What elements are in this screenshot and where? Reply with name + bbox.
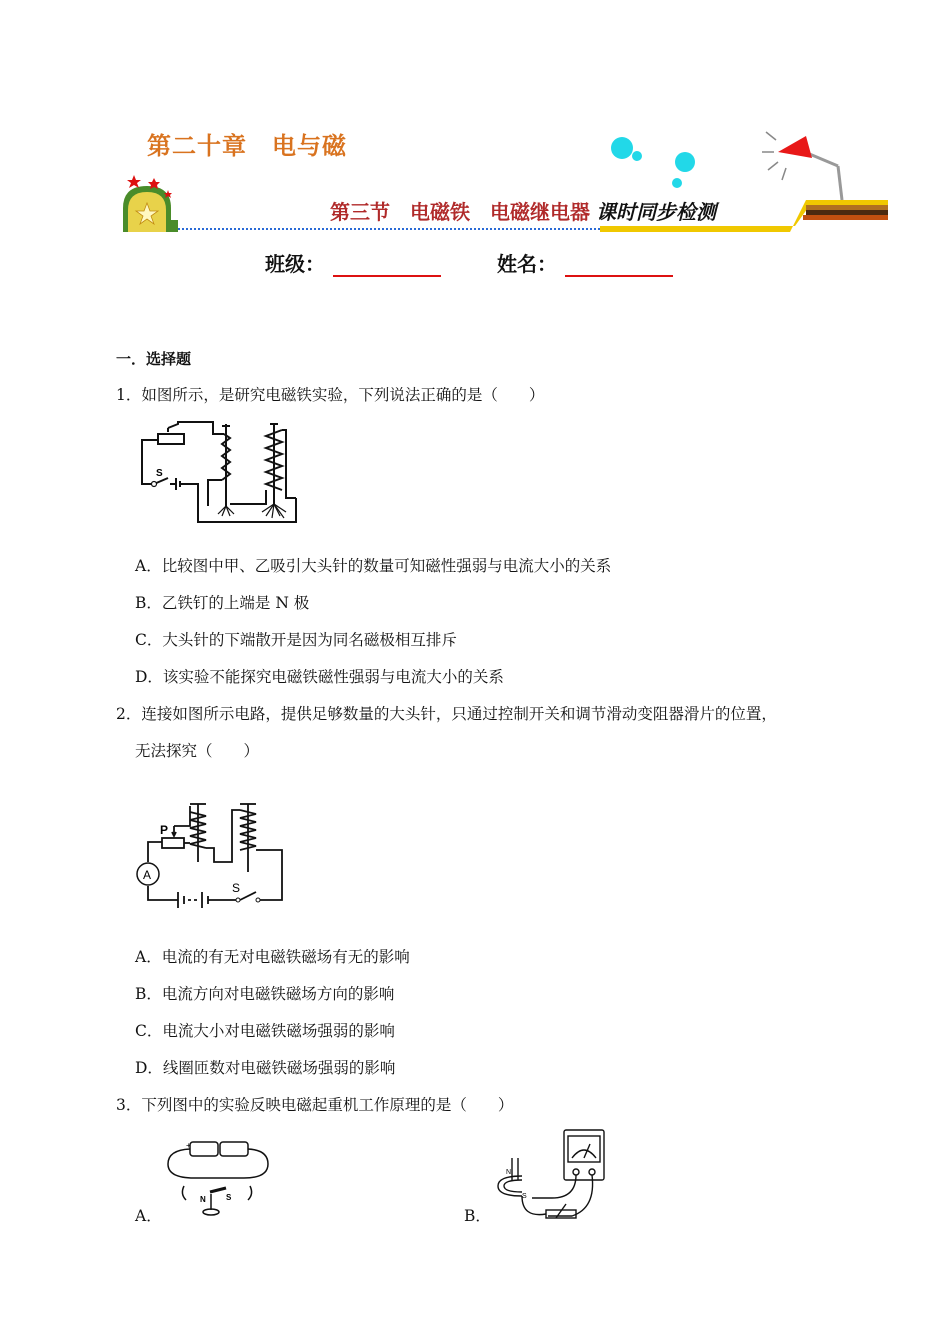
needle-south-label: S [226, 1193, 232, 1202]
class-label: 班级： [265, 252, 325, 276]
question-1-option-b[interactable]: B．乙铁钉的上端是 N 极 [135, 594, 310, 612]
question-2-option-b[interactable]: B．电流方向对电磁铁磁场方向的影响 [135, 985, 395, 1003]
magnet-north-label: N [506, 1169, 512, 1176]
switch-label: S [232, 881, 241, 895]
name-field [497, 248, 673, 277]
question-2-option-a[interactable]: A．电流的有无对电磁铁磁场有无的影响 [135, 948, 410, 966]
question-1-stem: 1．如图所示，是研究电磁铁实验，下列说法正确的是（ ） [116, 386, 545, 404]
needle-north-label: N [200, 1195, 206, 1204]
section-title [330, 196, 716, 225]
name-blank[interactable] [565, 251, 673, 277]
question-2-stem-line1: 2．连接如图所示电路，提供足够数量的大头针，只通过控制开关和调节滑动变阻器滑片的位置， [116, 705, 777, 723]
ammeter-label: A [143, 868, 152, 882]
name-label: 姓名： [497, 252, 557, 276]
section-tag: 课时同步检测 [596, 200, 716, 224]
question-2-figure [132, 800, 292, 920]
class-blank[interactable] [333, 251, 441, 277]
question-3-figure-b [492, 1128, 612, 1224]
bubbles-icon [611, 137, 695, 188]
question-1-option-a[interactable]: A．比较图中甲、乙吸引大头针的数量可知磁性强弱与电流大小的关系 [135, 557, 612, 575]
question-1-figure [138, 420, 308, 530]
slider-label: P [160, 823, 169, 837]
desk-lamp-icon [762, 132, 842, 200]
switch-label: S [156, 468, 163, 479]
question-3-option-b[interactable]: B． [464, 1207, 491, 1225]
class-field [265, 248, 441, 277]
chapter-title: 第二十章 电与磁 [147, 132, 347, 160]
question-1-option-d[interactable]: D．该实验不能探究电磁铁磁性强弱与电流大小的关系 [135, 668, 504, 686]
svg-text:+: + [186, 1141, 191, 1150]
section-name: 第三节 电磁铁 电磁继电器 [330, 200, 590, 224]
question-2-stem-line2: 无法探究（ ） [135, 742, 260, 760]
question-3-figure-a [164, 1138, 274, 1218]
question-2-option-d[interactable]: D．线圈匝数对电磁铁磁场强弱的影响 [135, 1059, 396, 1077]
section-heading: 一．选择题 [116, 350, 192, 368]
question-3-stem: 3．下列图中的实验反映电磁起重机工作原理的是（ ） [116, 1096, 514, 1114]
question-3-option-a[interactable]: A． [135, 1207, 162, 1225]
question-2-option-c[interactable]: C．电流大小对电磁铁磁场强弱的影响 [135, 1022, 395, 1040]
magnet-south-label: S [522, 1193, 527, 1200]
question-1-option-c[interactable]: C．大头针的下端散开是因为同名磁极相互排斥 [135, 631, 457, 649]
star-badge-icon [123, 175, 178, 232]
